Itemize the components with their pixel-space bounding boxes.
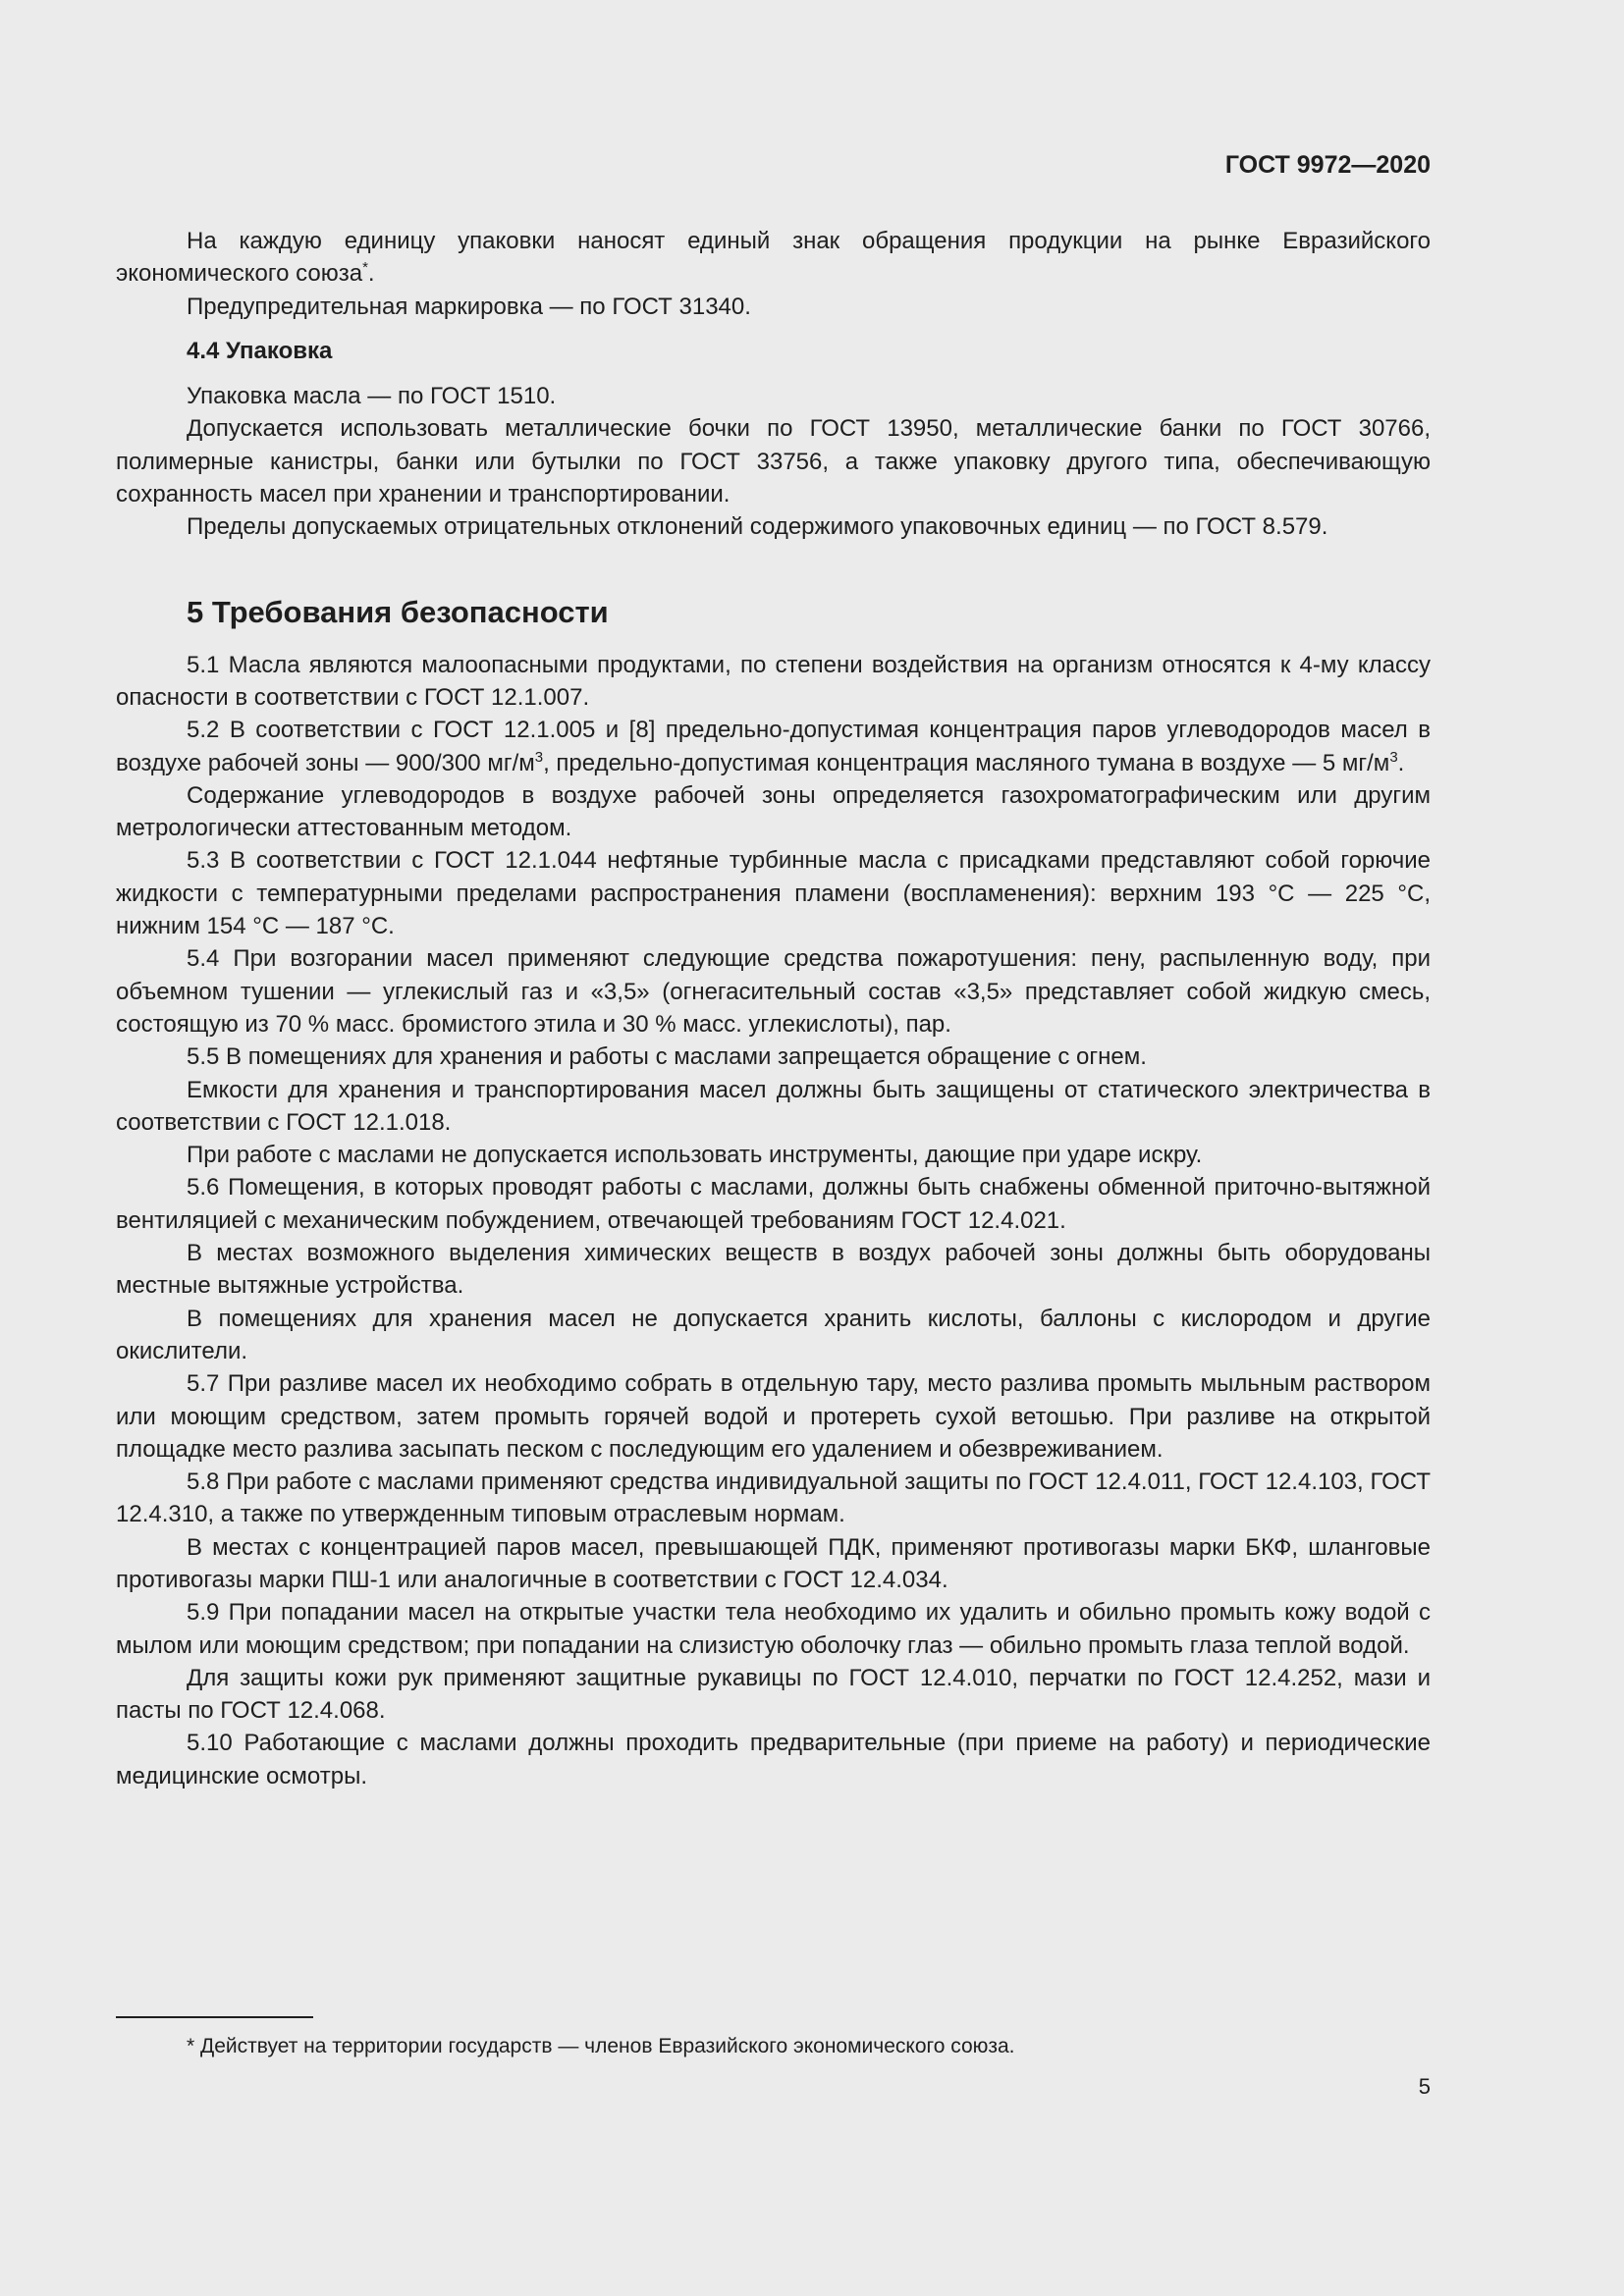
paragraph-text: 5.2 В соответствии с ГОСТ 12.1.005 и [8] предельно-допустимая концентрация паров углеводородов масел в воздухе рабочей зоны — 900/300 мг/м: [116, 717, 1431, 776]
paragraph-5-10: 5.10 Работающие с маслами должны проходить предварительные (при приеме на работу) и периодические медицинские осмотры.: [116, 1730, 1431, 1789]
paragraph-5-5: 5.5 В помещениях для хранения и работы с маслами запрещается обращение с огнем.: [187, 1043, 1147, 1071]
paragraph-5-2-cont: Содержание углеводородов в воздухе рабочей зоны определяется газохроматографическим или другим метрологически аттестованным методом.: [116, 781, 1431, 842]
paragraph-5-6-c: В помещениях для хранения масел не допускается хранить кислоты, баллоны с кислородом и другие окислители.: [116, 1305, 1431, 1364]
paragraph-5-5-c: При работе с маслами не допускается использовать инструменты, дающие при ударе искру.: [187, 1142, 1203, 1169]
paragraph-5-6: 5.6 Помещения, в которых проводят работы с маслами, должны быть снабжены обменной приточно-вытяжной вентиляцией с механическим побуждением, отвечающей требованиям ГОСТ 12.4.021.: [116, 1174, 1431, 1234]
superscript: 3: [1389, 748, 1398, 766]
paragraph-warning-marking: Предупредительная маркировка — по ГОСТ 31340.: [187, 293, 751, 320]
paragraph-end: .: [367, 260, 375, 288]
paragraph-5-4: 5.4 При возгорании масел применяют следующие средства пожаротушения: пену, распыленную воду, при объемном тушении — углекислый газ и «3,5» (огнегасительный состав «3,5» представляет собой жидкую смесь, состоящую из 70 % масс. бромистого этила и 30 % масс. углекислоты), пар.: [116, 945, 1431, 1038]
paragraph-text: , предельно-допустимая концентрация масляного тумана в воздухе — 5 мг/м: [543, 749, 1390, 776]
section-heading-5: 5 Требования безопасности: [187, 594, 609, 629]
paragraph-5-7: 5.7 При разливе масел их необходимо собрать в отдельную тару, место разлива промыть мыльным раствором или моющим средством, затем промыть горячей водой и протереть сухой ветошью. При разливе на открытой площадке место разлива засыпать песком с последующим его удалением и обезвреживанием.: [116, 1370, 1431, 1463]
paragraph-end: .: [1397, 749, 1405, 776]
paragraph-text: На каждую единицу упаковки наносят единый знак обращения продукции на рынке Евразийского экономического союза: [116, 228, 1431, 288]
paragraph-5-9: 5.9 При попадании масел на открытые участки тела необходимо их удалить и обильно промыть кожу водой с мылом или моющим средством; при попадании на слизистую оболочку глаз — обильно промыть глаза теплой водой.: [116, 1599, 1431, 1659]
paragraph-packaging-types: Допускается использовать металлические бочки по ГОСТ 13950, металлические банки по ГОСТ 30766, полимерные канистры, банки или бутылки по ГОСТ 33756, а также упаковку другого типа, обеспечивающую сохранность масел при хранении и транспортировании.: [116, 415, 1431, 508]
footnote: * Действует на территории государств — членов Евразийского экономического союза.: [187, 2035, 1015, 2057]
paragraph-5-6-b: В местах возможного выделения химических веществ в воздух рабочей зоны должны быть оборудованы местные вытяжные устройства.: [116, 1240, 1431, 1300]
paragraph-5-1: 5.1 Масла являются малоопасными продуктами, по степени воздействия на организм относятся к 4-му классу опасности в соответствии с ГОСТ 12.1.007.: [116, 651, 1431, 711]
page-content: [116, 225, 1431, 1792]
footnote-divider: [116, 2016, 313, 2018]
footnote-marker: *: [362, 259, 368, 277]
paragraph-packaging-tolerance: Пределы допускаемых отрицательных отклонений содержимого упаковочных единиц — по ГОСТ 8.579.: [187, 513, 1328, 541]
paragraph-5-5-b: Емкости для хранения и транспортирования масел должны быть защищены от статического электричества в соответствии с ГОСТ 12.1.018.: [116, 1076, 1431, 1136]
document-code: ГОСТ 9972—2020: [1224, 151, 1431, 179]
paragraph-5-2: [116, 714, 1431, 779]
paragraph-5-8: 5.8 При работе с маслами применяют средства индивидуальной защиты по ГОСТ 12.4.011, ГОСТ 12.4.103, ГОСТ 12.4.310, а также по утвержденным типовым отраслевым нормам.: [116, 1468, 1431, 1528]
paragraph-5-3: 5.3 В соответствии с ГОСТ 12.1.044 нефтяные турбинные масла с присадками представляют собой горючие жидкости с температурными пределами распространения пламени (воспламенения): верхним 193 °С — 225 °С, нижним 154 °С — 187 °С.: [116, 847, 1431, 940]
paragraph-5-8-b: В местах с концентрацией паров масел, превышающей ПДК, применяют противогазы марки БКФ, шланговые противогазы марки ПШ-1 или аналогичные в соответствии с ГОСТ 12.4.034.: [116, 1533, 1431, 1593]
superscript: 3: [534, 748, 544, 766]
page-number: 5: [1418, 2074, 1431, 2099]
paragraph-5-9-b: Для защиты кожи рук применяют защитные рукавицы по ГОСТ 12.4.010, перчатки по ГОСТ 12.4.252, мази и пасты по ГОСТ 12.4.068.: [116, 1664, 1431, 1725]
paragraph-packaging: Упаковка масла — по ГОСТ 1510.: [187, 383, 557, 410]
paragraph-conformity-mark: [116, 225, 1431, 291]
section-heading-4-4: 4.4 Упаковка: [187, 337, 333, 364]
